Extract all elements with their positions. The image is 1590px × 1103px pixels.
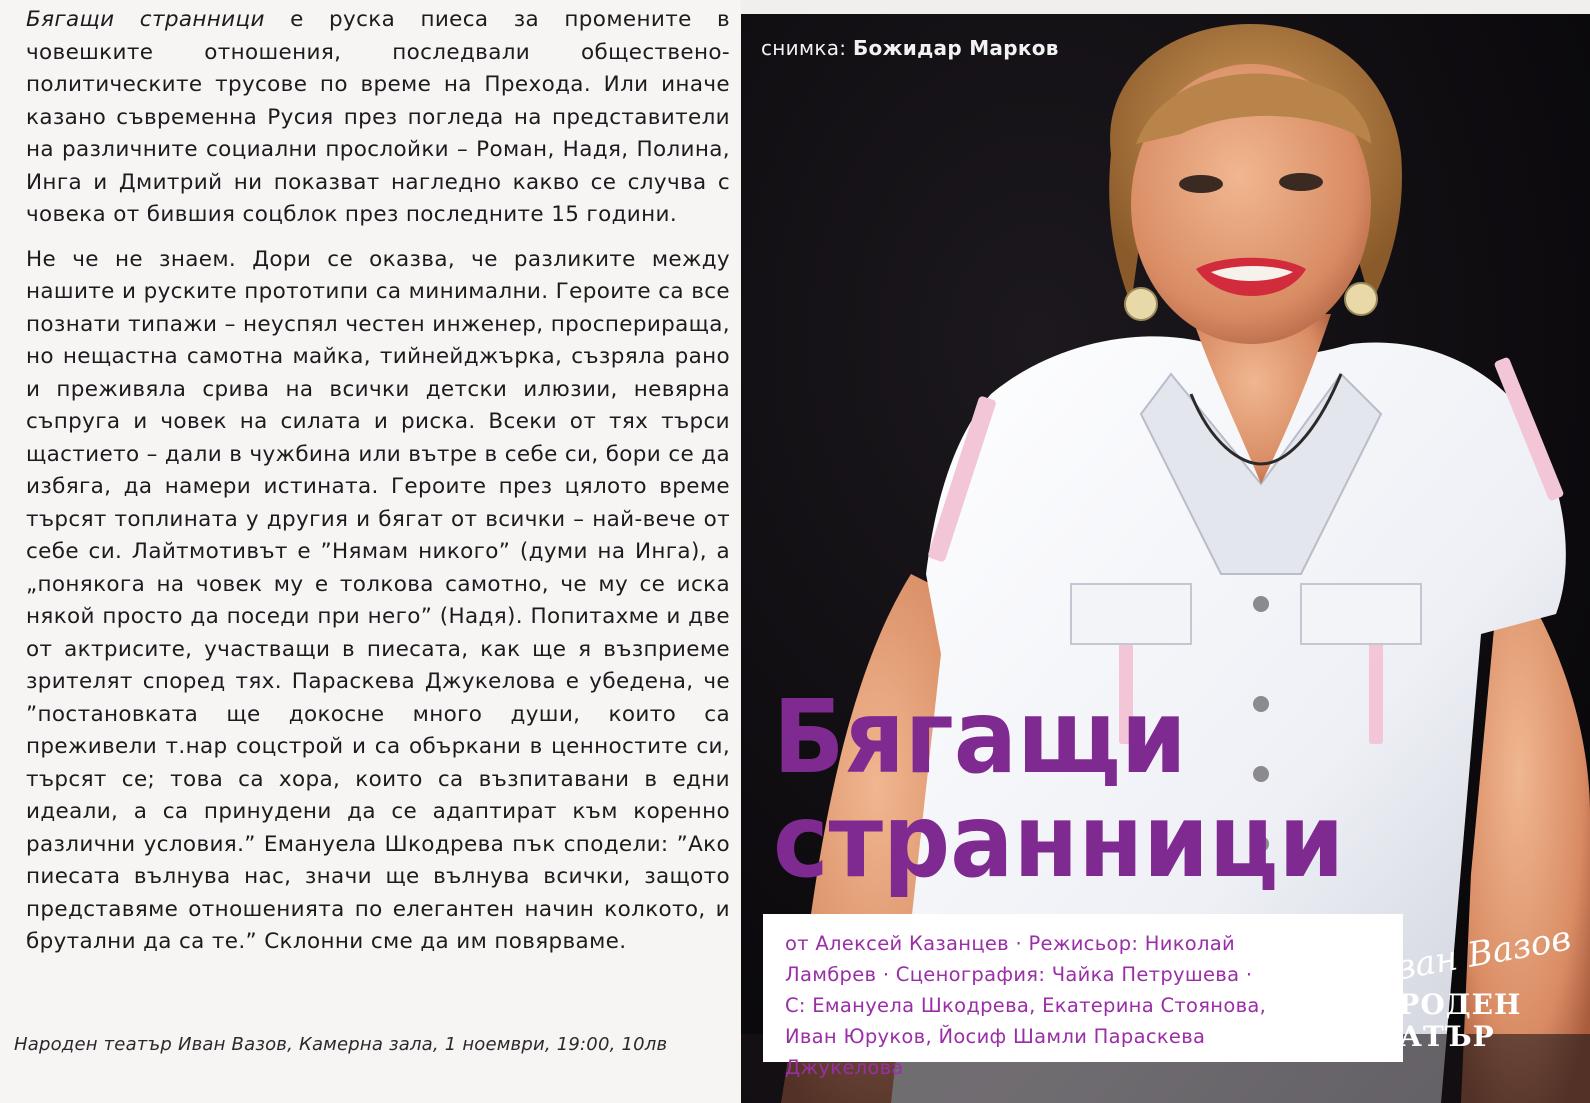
intro-paragraph [26,4,730,232]
play-title-inline: Бягащи странници [26,7,265,32]
play-credits: от Алексей Казанцев · Режисьор: Николай Ламбрев · Сценография: Чайка Петрушева · С: Емануела Шкодрева, Екатерина Стоянова, Иван Юруков, Йосиф Шамли Параскева Джукелова [785,932,1267,1079]
main-paragraph: Не че не знаем. Дори се оказва, че разликите между нашите и руските прототипи са минимални. Героите са все познати типажи – неуспял честен инженер, просперираща, но нещастна самотна майка, тийнейджърка, съзряла рано и преживяла срива на всички детски илюзии, невярна съпруга и човек на силата и риска. Всеки от тях търси щастието – дали в чужбина или вътре в себе си, бори се да избяга, да намери истината. Героите през цялото време търсят топлината у другия и бягат от всички – най-вече от себе си. Лайтмотивът е ”Нямам никого” (думи на Инга), а „понякога на човек му е толкова самотно, че му се иска някой просто да поседи при него” (Надя). Попитахме и две от актрисите, участващи в пиесата, как ще я възприеме зрителят според тях. Параскева Джукелова е убедена, че ”постановката ще докосне много души, които са преживели т.нар соцстрой и са объркани в ценностите си, търсят се; това са хора, които са възпитавани в едни идеали, а са принудени да се адаптират към коренно различни условия.” Емануела Шкодрева пък сподели: ”Ако пиесата вълнува нас, значи ще вълнува всички, защото представяме отношенията по елегантен начин колкото, и брутални да са те.” Склонни сме да им повярваме. [26,246,730,954]
pocket-right [1301,584,1421,644]
eye-right [1279,173,1323,191]
play-title-line2: странници [773,782,1345,901]
intro-paragraph-text: е руска пиеса за промените в човешките отношения, последвали обществено-политическите трусове по време на Прехода. Или иначе казано съвременна Русия през погледа на представители на различните социални прослойки – Роман, Надя, Полина, Инга и Дмитрий ни показват нагледно какво се случва с човека от бившия соцблок през последните 15 години. [26,7,730,227]
logo-signature: Иван Вазов [1363,918,1574,994]
photo-credit-name: Божидар Марков [853,36,1059,60]
photo-credit-label: снимка: [761,36,853,60]
shirt-button [1253,596,1269,612]
logo-line2: ТЕАТЪР [1355,1020,1495,1053]
eye-left [1179,175,1223,193]
earring-left [1125,288,1157,320]
logo-line1: НАРОДЕН [1347,988,1522,1021]
article-column [0,0,740,1103]
earring-right [1345,283,1377,315]
top-strip [741,0,1590,14]
national-theatre-logo [1347,918,1574,1074]
photo-credit [761,36,1059,60]
pocket-left [1071,584,1191,644]
credits-box [763,914,1403,1079]
play-title [773,678,1345,901]
article-body [26,0,730,959]
venue-info: Народен театър Иван Вазов, Камерна зала, 1 ноември, 19:00, 10лв [14,1034,668,1055]
photo-panel [741,14,1590,1103]
play-title-line1: Бягащи [773,678,1187,797]
